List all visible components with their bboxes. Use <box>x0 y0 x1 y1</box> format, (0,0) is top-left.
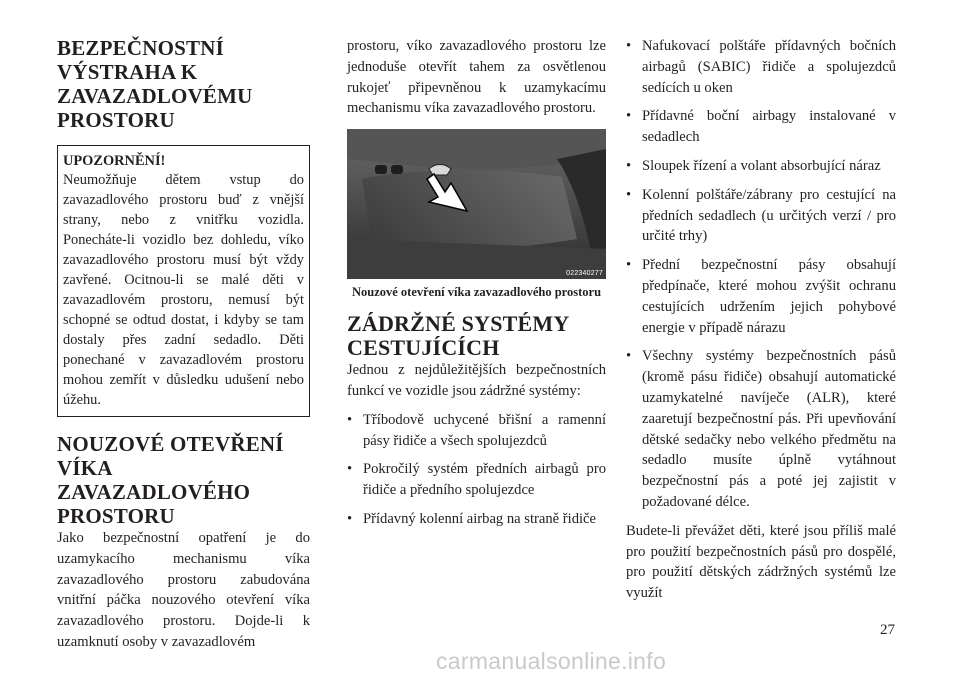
list-item: • Tříbodově uchycené břišní a ramenní pásy řidiče a všech spolujezdců <box>347 411 606 449</box>
list-item: • Přídavný kolenní airbag na straně řidiče <box>347 509 606 530</box>
paragraph-continuation: prostoru, víko zavazadlového prostoru lze jednoduše otevřít tahem za osvětlenou rukojeť připevněnou k uzamykacímu mechanismu víka zavazadlového prostoru. <box>347 38 606 117</box>
restraints-list-part2 <box>626 36 896 513</box>
list-item: • Všechny systémy bezpečnostních pásů (kromě pásu řidiče) obsahují automatické uzamykatelné navíječe (ALR), které zaaretují bezpečnostní pás. Při upevňování dětské sedačky nebo velkého předmětu na sedadlo musíte úplně vytáhnout bezpečnostní pás a poté jej zajistit v požadované délce. <box>626 348 896 510</box>
paragraph-child-restraints: Budete-li převážet děti, které jsou příliš malé pro použití bezpečnostních pásů pro dospělé, pro použití dětských zádržných systémů lze využít <box>626 522 896 602</box>
bullet-icon: • <box>626 348 632 365</box>
list-item: • Sloupek řízení a volant absorbující náraz <box>626 156 896 177</box>
bullet-icon: • <box>626 257 632 274</box>
list-item: • Pokročilý systém předních airbagů pro řidiče a předního spolujezdce <box>347 461 606 499</box>
restraints-list-part1 <box>347 410 606 530</box>
section-heading-trunk-warning: BEZPEČNOSTNÍ VÝSTRAHA K ZAVAZADLOVÉMU PROSTORU <box>57 36 253 132</box>
list-item: • Nafukovací polštáře přídavných bočních airbagů (SABIC) řidiče a spolujezdců sedících u oken <box>626 38 896 96</box>
trunk-release-photo <box>347 129 606 279</box>
list-item: • Přídavné boční airbagy instalované v sedadlech <box>626 108 896 146</box>
bullet-icon: • <box>347 461 353 478</box>
bullet-icon: • <box>626 38 632 54</box>
bullet-icon: • <box>626 157 632 174</box>
section-heading-emergency-release: NOUZOVÉ OTEVŘENÍ VÍKA ZAVAZADLOVÉHO PROSTORU <box>57 432 284 528</box>
section-heading-restraints: ZÁDRŽNÉ SYSTÉMY CESTUJÍCÍCH <box>347 311 569 361</box>
page-number: 27 <box>880 622 895 638</box>
middle-column <box>347 36 606 538</box>
bullet-icon: • <box>626 186 632 203</box>
trunk-release-illustration <box>347 129 606 279</box>
paragraph-restraints-intro: Jednou z nejdůležitějších bezpečnostních funkcí ve vozidle jsou zádržné systémy: <box>347 362 606 399</box>
paragraph-emergency-release: Jako bezpečnostní opatření je do uzamykacího mechanismu víka zavazadlového prostoru zabudována vnitřní páčka nouzového otevření víka zavazadlového prostoru. Dojde-li k uzamknutí osoby v zavazadlovém <box>57 530 310 650</box>
figure-caption: Nouzové otevření víka zavazadlového prostoru <box>351 285 602 300</box>
figure-code: 022340277 <box>566 270 603 278</box>
list-item: • Kolenní polštáře/zábrany pro cestující na předních sedadlech (u určitých verzí / pro určité trhy) <box>626 186 896 245</box>
bullet-icon: • <box>626 108 632 125</box>
left-column <box>57 36 310 653</box>
bullet-icon: • <box>347 510 353 527</box>
warning-box <box>57 145 310 417</box>
bullet-icon: • <box>347 411 353 428</box>
warning-title: UPOZORNĚNÍ! <box>63 153 166 169</box>
list-item: • Přední bezpečnostní pásy obsahují předpínače, které mohou zvýšit ochranu cestujících udržením jejich pohybové energie v případě nárazu <box>626 257 896 336</box>
watermark: carmanualsonline.info <box>436 648 667 674</box>
warning-text: Neumožňuje dětem vstup do zavazadlového prostoru buď z vnější strany, nebo z vnitřku vozidla. Ponecháte-li vozidlo bez dohledu, víko zavazadlového prostoru musí být vždy zavřené. Ocitnou-li se malé děti v zavazadlovém prostoru, nemusí být schopné se odtud dostat, i kdyby se tam dostaly přes zadní sedadlo. Děti ponechané v zavazadlovém prostoru mohou zemřít v důsledku udušení nebo úžehu. <box>63 172 304 408</box>
right-column <box>626 36 896 604</box>
